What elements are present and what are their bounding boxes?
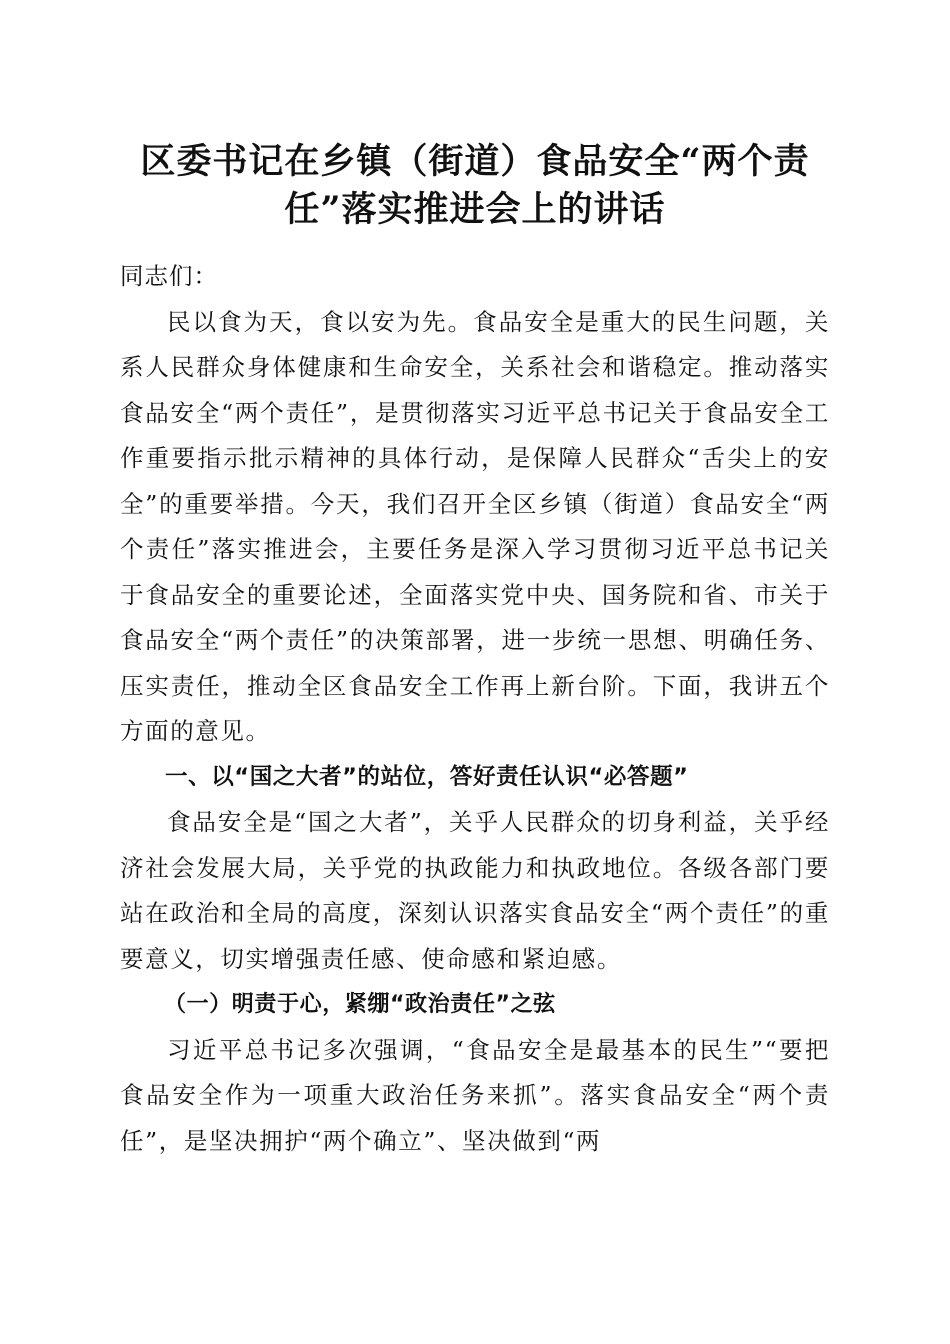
greeting: 同志们： bbox=[120, 262, 218, 290]
document-body bbox=[120, 254, 830, 1164]
paragraph-subsection-1: 习近平总书记多次强调，“食品安全是最基本的民生”“要把食品安全作为一项重大政治任务来抓”。落实食品安全“两个责任”，是坚决拥护“两个确立”、坚决做到“两 bbox=[120, 1035, 830, 1155]
section-heading-1: 一、以“国之大者”的站位，答好责任认识“必答题” bbox=[165, 763, 689, 790]
document-title: 区委书记在乡镇（街道）食品安全“两个责任”落实推进会上的讲话 bbox=[140, 141, 810, 230]
paragraph-intro: 民以食为天，食以安为先。食品安全是重大的民生问题，关系人民群众身体健康和生命安全，关系社会和谐稳定。推动落实食品安全“两个责任”，是贯彻落实习近平总书记关于食品安全工作重要指示批示精神的具体行动，是保障人民群众“舌尖上的安全”的重要举措。今天，我们召开全区乡镇（街道）食品安全“两个责任”落实推进会，主要任务是深入学习贯彻习近平总书记关于食品安全的重要论述，全面落实党中央、国务院和省、市关于食品安全“两个责任”的决策部署，进一步统一思想、明确任务、压实责任，推动全区食品安全工作再上新台阶。下面，我讲五个方面的意见。 bbox=[120, 307, 830, 745]
subsection-heading-1: （一）明责于心，紧绷“政治责任”之弦 bbox=[164, 992, 556, 1017]
paragraph-section-1: 食品安全是“国之大者”，关乎人民群众的切身利益，关乎经济社会发展大局，关乎党的执政能力和执政地位。各级各部门要站在政治和全局的高度，深刻认识落实食品安全“两个责任”的重要意义，切实增强责任感、使命感和紧迫感。 bbox=[120, 808, 830, 973]
